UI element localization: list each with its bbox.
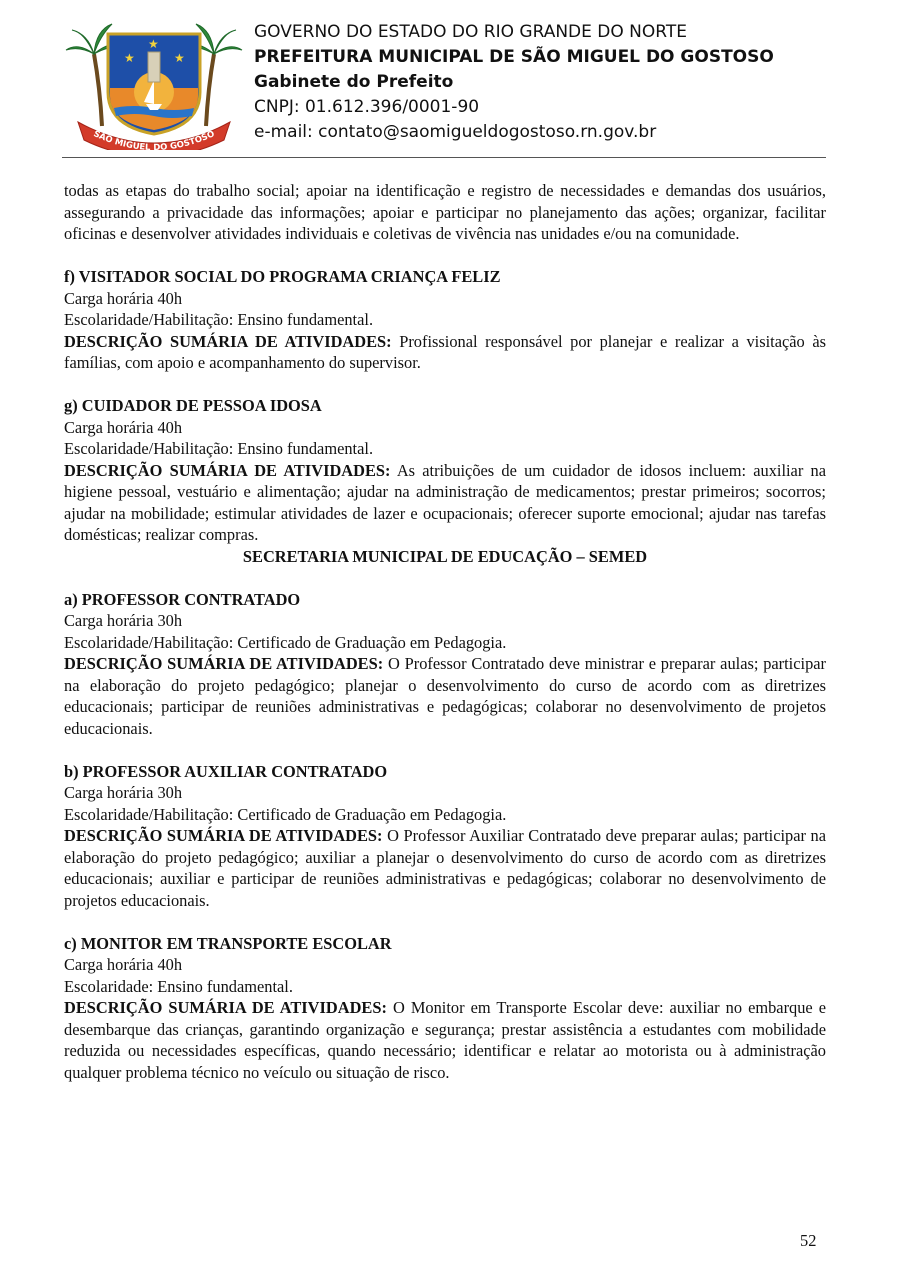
role-description: [64, 997, 826, 1083]
role-description: [64, 825, 826, 911]
header-divider: [62, 157, 826, 158]
role-block: [64, 761, 826, 826]
letterhead-text: [254, 20, 774, 145]
role-education: Escolaridade/Habilitação: Ensino fundamental.: [64, 439, 374, 458]
description-text: O Professor Contratado deve ministrar e preparar aulas; participar na elaboração do projeto pedagógico; planejar o desenvolvimento do curso de acordo com as diretrizes educacionais; participar de reuniões administrativas e pedagógicas; colaborar no desenvolvimento de projetos educacionais.: [64, 654, 826, 738]
description-text: O Monitor em Transporte Escolar deve: auxiliar no embarque e desembarque das crianças, garantindo organização e segurança; prestar assistência a estudantes com mobilidade reduzida ou necessidades específicas, quando necessário; identificar e relatar ao motorista ou à administração qualquer problema técnico no veículo ou situação de risco.: [64, 998, 827, 1082]
role-title: c) MONITOR EM TRANSPORTE ESCOLAR: [64, 933, 392, 953]
role-education: Escolaridade/Habilitação: Certificado de Graduação em Pedagogia.: [64, 632, 507, 652]
role-title: b) PROFESSOR AUXILIAR CONTRATADO: [64, 761, 388, 781]
role-hours: Carga horária 30h: [64, 611, 183, 630]
description-text: Profissional responsável por planejar e realizar a visitação às famílias, com apoio e acompanhamento do supervisor.: [64, 331, 826, 372]
description-text: O Professor Auxiliar Contratado deve preparar aulas; participar na elaboração do projeto pedagógico; auxiliar a planejar o desenvolvimento do curso de acordo com as diretrizes educacionais; auxiliar e participar de reuniões administrativas e pedagógicas; colaborar no desenvolvimento de projetos educacionais.: [64, 826, 826, 910]
svg-text:★: ★: [124, 51, 135, 65]
role-block: [64, 266, 826, 331]
role-hours: Carga horária 30h: [64, 783, 183, 802]
letterhead: [0, 0, 900, 160]
state-government-name: GOVERNO DO ESTADO DO RIO GRANDE DO NORTE: [254, 22, 687, 42]
role-description: [64, 460, 826, 546]
intro-paragraph: todas as etapas do trabalho social; apoiar na identificação e registro de necessidades e demandas dos usuários, assegurando a privacidade das informações; apoiar e participar no planejamento das ações; organizar, facilitar oficinas e desenvolver atividades individuais e coletivas de vivência nas unidades e/ou na comunidade.: [64, 181, 826, 243]
description-label: DESCRIÇÃO SUMÁRIA DE ATIVIDADES:: [64, 331, 392, 351]
description-text: As atribuições de um cuidador de idosos incluem: auxiliar na higiene pessoal, vestuário e alimentação; ajudar na administração de medicamentos; prestar primeiros; socorros; ajudar na mobilidade; estimular atividades de lazer e ocupacionais; oferecer suporte emocional; ajudar nas tarefas domésticas; realizar compras.: [64, 460, 826, 544]
role-education: Escolaridade/Habilitação: Certificado de Graduação em Pedagogia.: [64, 804, 507, 824]
municipality-name: PREFEITURA MUNICIPAL DE SÃO MIGUEL DO GOSTOSO: [254, 47, 774, 67]
logo-ribbon-text: SÃO MIGUEL DO GOSTOSO: [91, 129, 217, 150]
role-block: [64, 933, 826, 998]
contact-email: e-mail: contato@saomigueldogostoso.rn.gov.br: [254, 122, 657, 142]
role-title: f) VISITADOR SOCIAL DO PROGRAMA CRIANÇA FELIZ: [64, 267, 501, 286]
role-hours: Carga horária 40h: [64, 288, 183, 308]
role-title: g) CUIDADOR DE PESSOA IDOSA: [64, 396, 322, 415]
section-title: SECRETARIA MUNICIPAL DE EDUCAÇÃO – SEMED: [242, 546, 648, 566]
role-block: [64, 589, 826, 654]
role-hours: Carga horária 40h: [64, 417, 183, 437]
municipal-coat-of-arms-icon: [64, 18, 244, 150]
role-block: [64, 395, 826, 460]
role-education: Escolaridade/Habilitação: Ensino fundamental.: [64, 310, 374, 329]
role-description: [64, 331, 826, 374]
description-label: DESCRIÇÃO SUMÁRIA DE ATIVIDADES:: [64, 460, 391, 480]
role-description: [64, 653, 826, 739]
document-body: [64, 180, 826, 1083]
svg-text:★: ★: [148, 37, 159, 51]
office-name: Gabinete do Prefeito: [254, 72, 454, 92]
svg-text:★: ★: [174, 51, 185, 65]
description-label: DESCRIÇÃO SUMÁRIA DE ATIVIDADES:: [64, 826, 383, 845]
description-label: DESCRIÇÃO SUMÁRIA DE ATIVIDADES:: [64, 654, 384, 673]
page-number: 52: [800, 1231, 817, 1250]
cnpj-number: CNPJ: 01.612.396/0001-90: [254, 97, 480, 117]
role-hours: Carga horária 40h: [64, 955, 183, 974]
description-label: DESCRIÇÃO SUMÁRIA DE ATIVIDADES:: [64, 998, 387, 1017]
role-title: a) PROFESSOR CONTRATADO: [64, 589, 301, 609]
role-education: Escolaridade: Ensino fundamental.: [64, 976, 293, 996]
